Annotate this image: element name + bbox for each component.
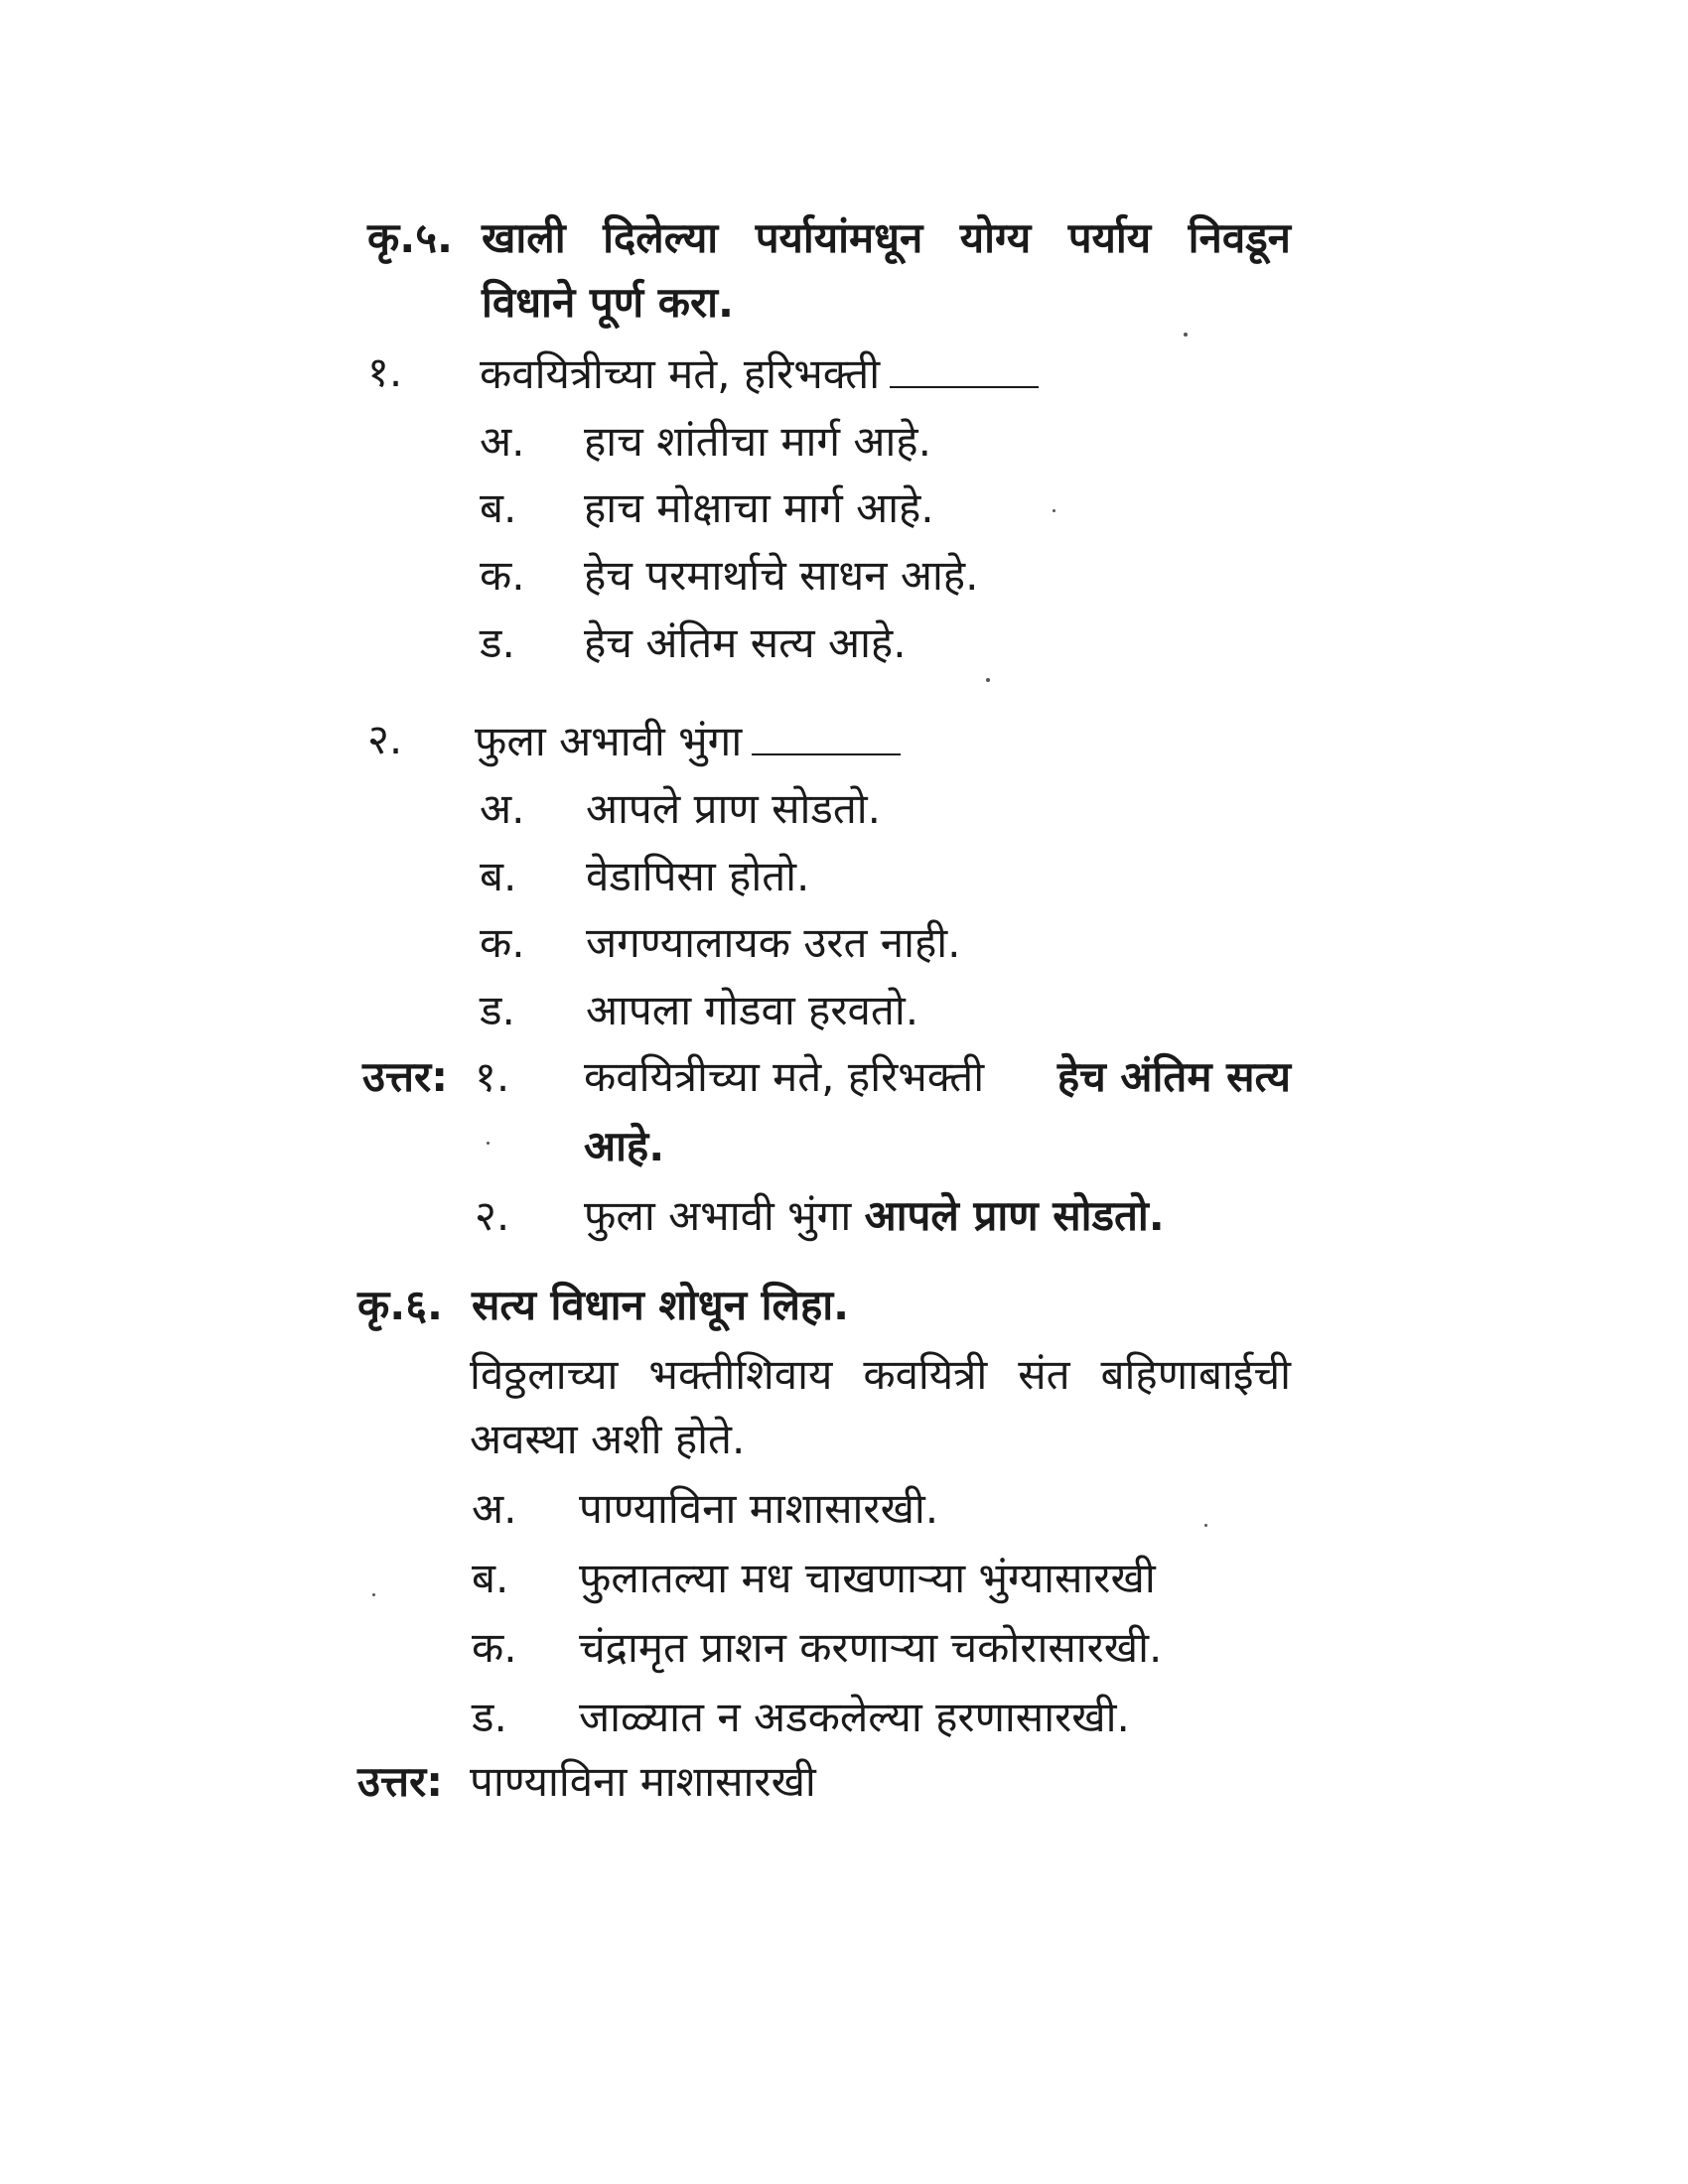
q5-item2-option-letter-a: अ. xyxy=(480,784,525,833)
q6-stem-line2: अवस्था अशी होते. xyxy=(470,1415,746,1463)
q5-item2-option-letter-c: क. xyxy=(480,918,525,967)
q5-answer2-prefix: फुला अभावी भुंगा xyxy=(584,1191,852,1240)
q5-item1-option-letter-a: अ. xyxy=(480,417,525,466)
q6-stem-line1: विठ्ठलाच्या भक्तीशिवाय कवयित्री संत बहिणाबाईची xyxy=(470,1350,1291,1399)
q5-item1-option-text-a: हाच शांतीचा मार्ग आहे. xyxy=(584,417,931,466)
q5-answer1-line1 xyxy=(584,1047,1291,1107)
q5-item2-option-text-a: आपले प्राण सोडतो. xyxy=(586,784,882,833)
q5-item1-option-text-b: हाच मोक्षाचा मार्ग आहे. xyxy=(584,483,934,532)
q6-answer-text: पाण्याविना माशासारखी xyxy=(470,1757,816,1806)
q5-item1-option-letter-c: क. xyxy=(480,551,525,600)
q6-option-letter-a: अ. xyxy=(472,1484,517,1533)
q5-item1-stem xyxy=(480,342,1039,404)
q5-item1-option-letter-d: ड. xyxy=(480,618,515,667)
q5-item2-option-letter-b: ब. xyxy=(480,852,517,900)
q5-answer1-bold-line2: आहे. xyxy=(584,1122,665,1170)
q5-item2-option-text-c: जगण्यालायक उरत नाही. xyxy=(586,918,961,967)
q5-item2-stem xyxy=(475,710,901,771)
q6-option-text-b: फुलातल्या मध चाखणाऱ्या भुंग्यासारखी xyxy=(579,1554,1156,1602)
q6-option-text-a: पाण्याविना माशासारखी. xyxy=(579,1484,939,1533)
q6-option-letter-d: ड. xyxy=(472,1693,507,1741)
q5-answer1-bold-line1: हेच अंतिम सत्य xyxy=(1056,1052,1291,1101)
q6-option-text-c: चंद्रामृत प्राशन करणाऱ्या चकोरासारखी. xyxy=(579,1623,1163,1672)
q6-option-text-d: जाळ्यात न अडकलेल्या हरणासारखी. xyxy=(579,1693,1130,1741)
scan-speck xyxy=(1184,333,1188,337)
q5-item1-option-text-d: हेच अंतिम सत्य आहे. xyxy=(584,618,907,667)
scan-speck xyxy=(986,678,990,682)
q5-item2-option-text-d: आपला गोडवा हरवतो. xyxy=(586,986,919,1034)
fill-in-blank xyxy=(752,710,901,755)
q6-option-letter-b: ब. xyxy=(472,1554,509,1602)
fill-in-blank xyxy=(890,342,1039,388)
q5-answer1-prefix: कवयित्रीच्या मते, हरिभक्ती xyxy=(584,1052,985,1101)
q5-answer-label: उत्तर: xyxy=(362,1052,449,1101)
q6-answer-label: उत्तर: xyxy=(357,1757,444,1806)
q5-item1-number: १. xyxy=(367,347,403,396)
q5-answer2-bold: आपले प्राण सोडतो. xyxy=(864,1191,1165,1240)
q5-item2-option-letter-d: ड. xyxy=(480,986,515,1034)
q5-answer1-number: १. xyxy=(475,1052,510,1101)
q6-option-letter-c: क. xyxy=(472,1623,517,1672)
q5-answer2-line xyxy=(584,1186,1165,1246)
q5-answer2-number: २. xyxy=(475,1191,510,1240)
q5-title-line1: खाली दिलेल्या पर्यायांमधून योग्य पर्याय निवडून xyxy=(482,213,1291,262)
q5-item2-stem-text: फुला अभावी भुंगा xyxy=(475,717,743,765)
q5-item1-option-text-c: हेच परमार्थाचे साधन आहे. xyxy=(584,551,979,600)
q5-title-line2: विधाने पूर्ण करा. xyxy=(482,278,734,327)
scan-speck xyxy=(372,1593,375,1596)
q5-item1-stem-text: कवयित्रीच्या मते, हरिभक्ती xyxy=(480,349,881,398)
q6-title: सत्य विधान शोधून लिहा. xyxy=(472,1281,850,1329)
scan-speck xyxy=(487,1142,490,1145)
q5-label: कृ.५. xyxy=(367,213,454,262)
q5-item2-number: २. xyxy=(367,715,403,763)
scan-speck xyxy=(1053,509,1055,512)
q5-item1-option-letter-b: ब. xyxy=(480,483,517,532)
q5-item2-option-text-b: वेडापिसा होतो. xyxy=(586,852,810,900)
q6-label: कृ.६. xyxy=(357,1281,444,1329)
scan-speck xyxy=(1204,1524,1207,1527)
